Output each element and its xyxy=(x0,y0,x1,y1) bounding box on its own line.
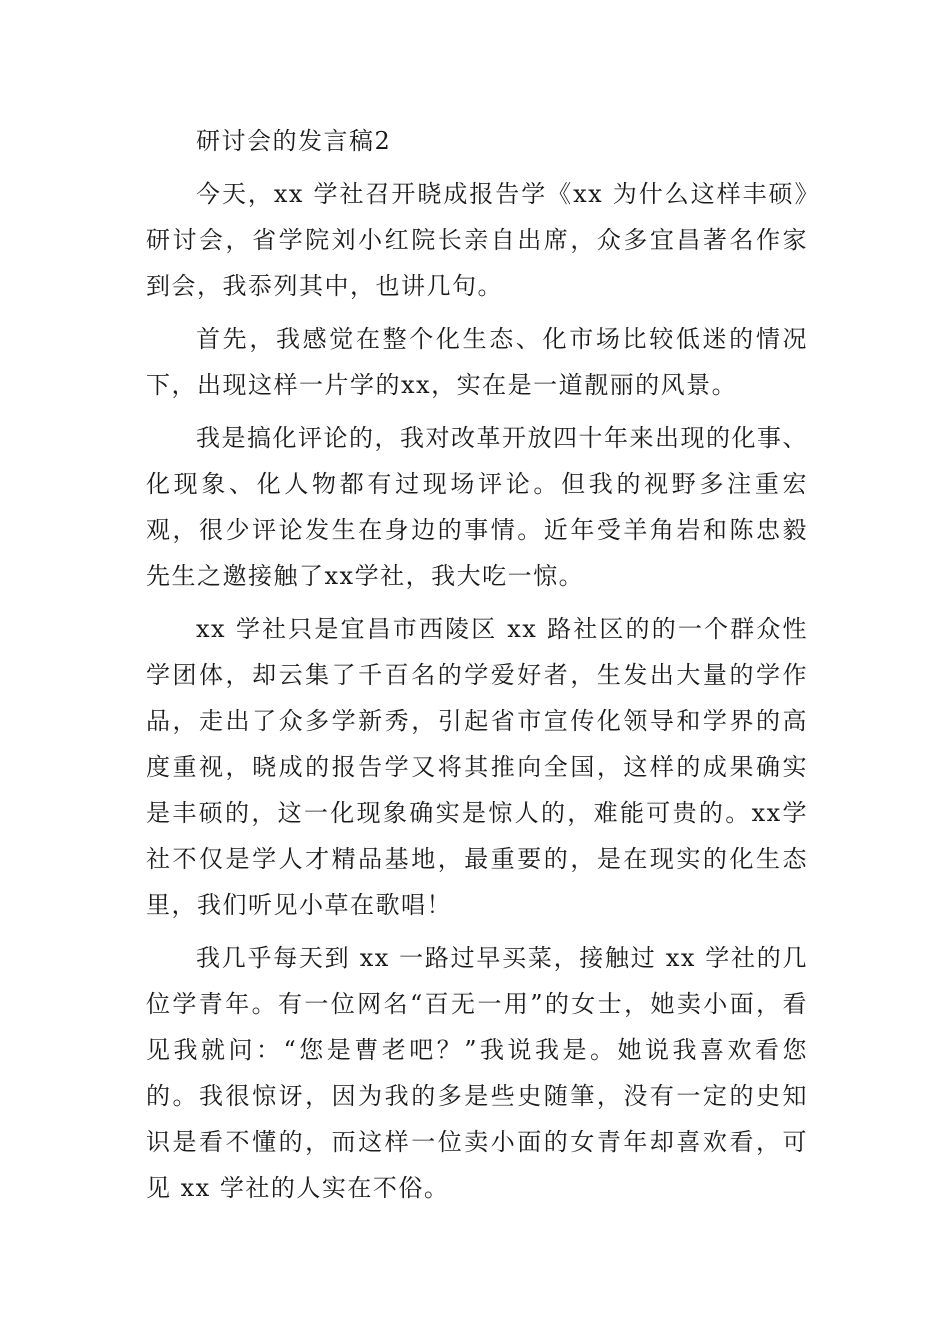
paragraph-5: 我几乎每天到 xx 一路过早买菜，接触过 xx 学社的几位学青年。有一位网名“百无一用”的女士，她卖小面，看见我就问：“您是曹老吧？”我说我是。她说我喜欢看您的。我很惊讶，因为我的多是些史随筆，没有一定的史知识是看不懂的，而这样一位卖小面的女青年却喜欢看，可见 xx 学社的人实在不俗。 xyxy=(146,944,808,1202)
paragraph-3: 我是搞化评论的，我对改革开放四十年来出现的化事、化现象、化人物都有过现场评论。但我的视野多注重宏观，很少评论发生在身边的事情。近年受羊角岩和陈忠毅先生之邀接触了xx学社，我大吃一惊。 xyxy=(146,424,808,590)
paragraph-4: xx 学社只是宜昌市西陵区 xx 路社区的的一个群众性学团体，却云集了千百名的学爱好者，生发出大量的学作品，走出了众多学新秀，引起省市宣传化领导和学界的高度重视，晓成的报告学又将其推向全国，这样的成果确实是丰硕的，这一化现象确实是惊人的，难能可贵的。xx学社不仅是学人才精品基地，最重要的，是在现实的化生态里，我们听见小草在歌唱！ xyxy=(146,615,808,919)
paragraph-2: 首先，我感觉在整个化生态、化市场比较低迷的情况下，出现这样一片学的xx，实在是一道靓丽的风景。 xyxy=(146,325,808,399)
paragraph-1: 今天，xx 学社召开晓成报告学《xx 为什么这样丰硕》研讨会，省学院刘小红院长亲自出席，众多宜昌著名作家到会，我忝列其中，也讲几句。 xyxy=(146,180,808,300)
document-body xyxy=(146,118,808,1218)
document-title: 研讨会的发言稿2 xyxy=(196,127,392,155)
